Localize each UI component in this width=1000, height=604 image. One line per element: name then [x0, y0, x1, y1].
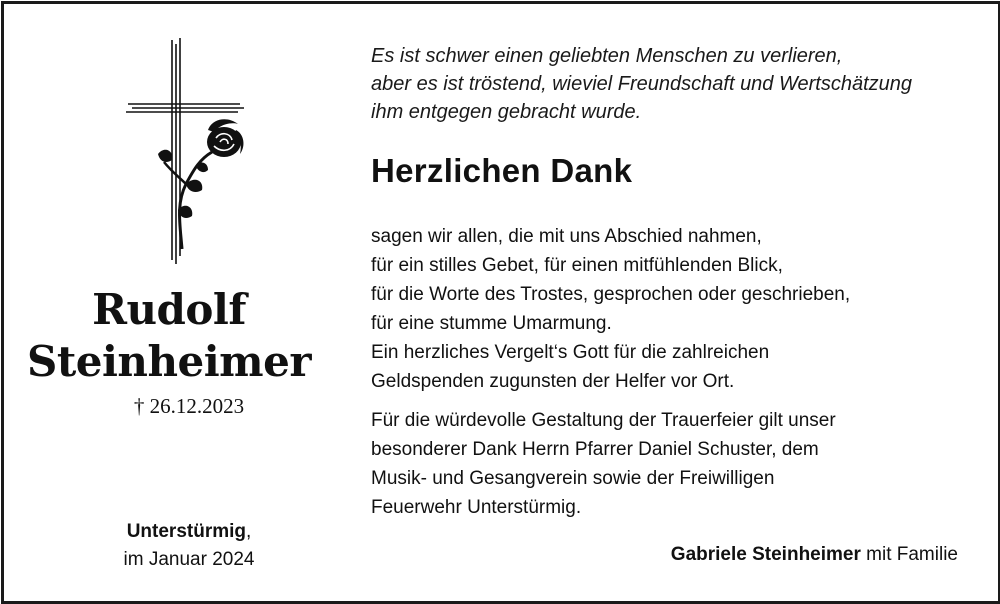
place-comma: , [246, 521, 252, 542]
paragraph-line: für eine stumme Umarmung. [371, 313, 612, 334]
thanks-heading: Herzlichen Dank [371, 152, 633, 189]
left-column [4, 4, 334, 601]
place-and-date [4, 518, 374, 574]
death-date: † 26.12.2023 [133, 394, 245, 418]
paragraph-line: für ein stilles Gebet, für einen mitfühlenden Blick, [371, 255, 783, 276]
paragraph-line: Feuerwehr Unterstürmig. [371, 497, 582, 518]
signature-name: Gabriele Steinheimer [670, 544, 861, 565]
opening-quote [371, 42, 912, 126]
deceased-first-name: Rudolf [92, 285, 246, 334]
paragraph-line: besonderer Dank Herrn Pfarrer Daniel Schuster, dem [371, 439, 819, 460]
deceased-last-name: Steinheimer [27, 337, 311, 386]
paragraph-line: Für die würdevolle Gestaltung der Trauerfeier gilt unser [371, 410, 836, 431]
thanks-paragraph-2 [371, 406, 836, 522]
signature-rest: mit Familie [860, 544, 958, 565]
place-name: Unterstürmig [126, 521, 246, 542]
signature [671, 541, 958, 569]
paragraph-line: Geldspenden zugunsten der Helfer vor Ort. [371, 371, 735, 392]
paragraph-line: sagen wir allen, die mit uns Abschied nahmen, [371, 226, 762, 247]
paragraph-line: Ein herzliches Vergelt‘s Gott für die zahlreichen [371, 342, 770, 363]
thanks-paragraph-1 [371, 222, 850, 396]
quote-line: ihm entgegen gebracht wurde. [371, 101, 642, 123]
obituary-card [1, 1, 1000, 604]
quote-line: Es ist schwer einen geliebten Menschen zu verlieren, [371, 45, 843, 67]
right-column [371, 4, 991, 601]
paragraph-line: Musik- und Gesangverein sowie der Freiwilligen [371, 468, 775, 489]
place-date: im Januar 2024 [123, 549, 255, 570]
quote-line: aber es ist tröstend, wieviel Freundschaft und Wertschätzung [371, 73, 913, 95]
paragraph-line: für die Worte des Trostes, gesprochen oder geschrieben, [371, 284, 851, 305]
cross-with-rose-icon [116, 34, 256, 274]
